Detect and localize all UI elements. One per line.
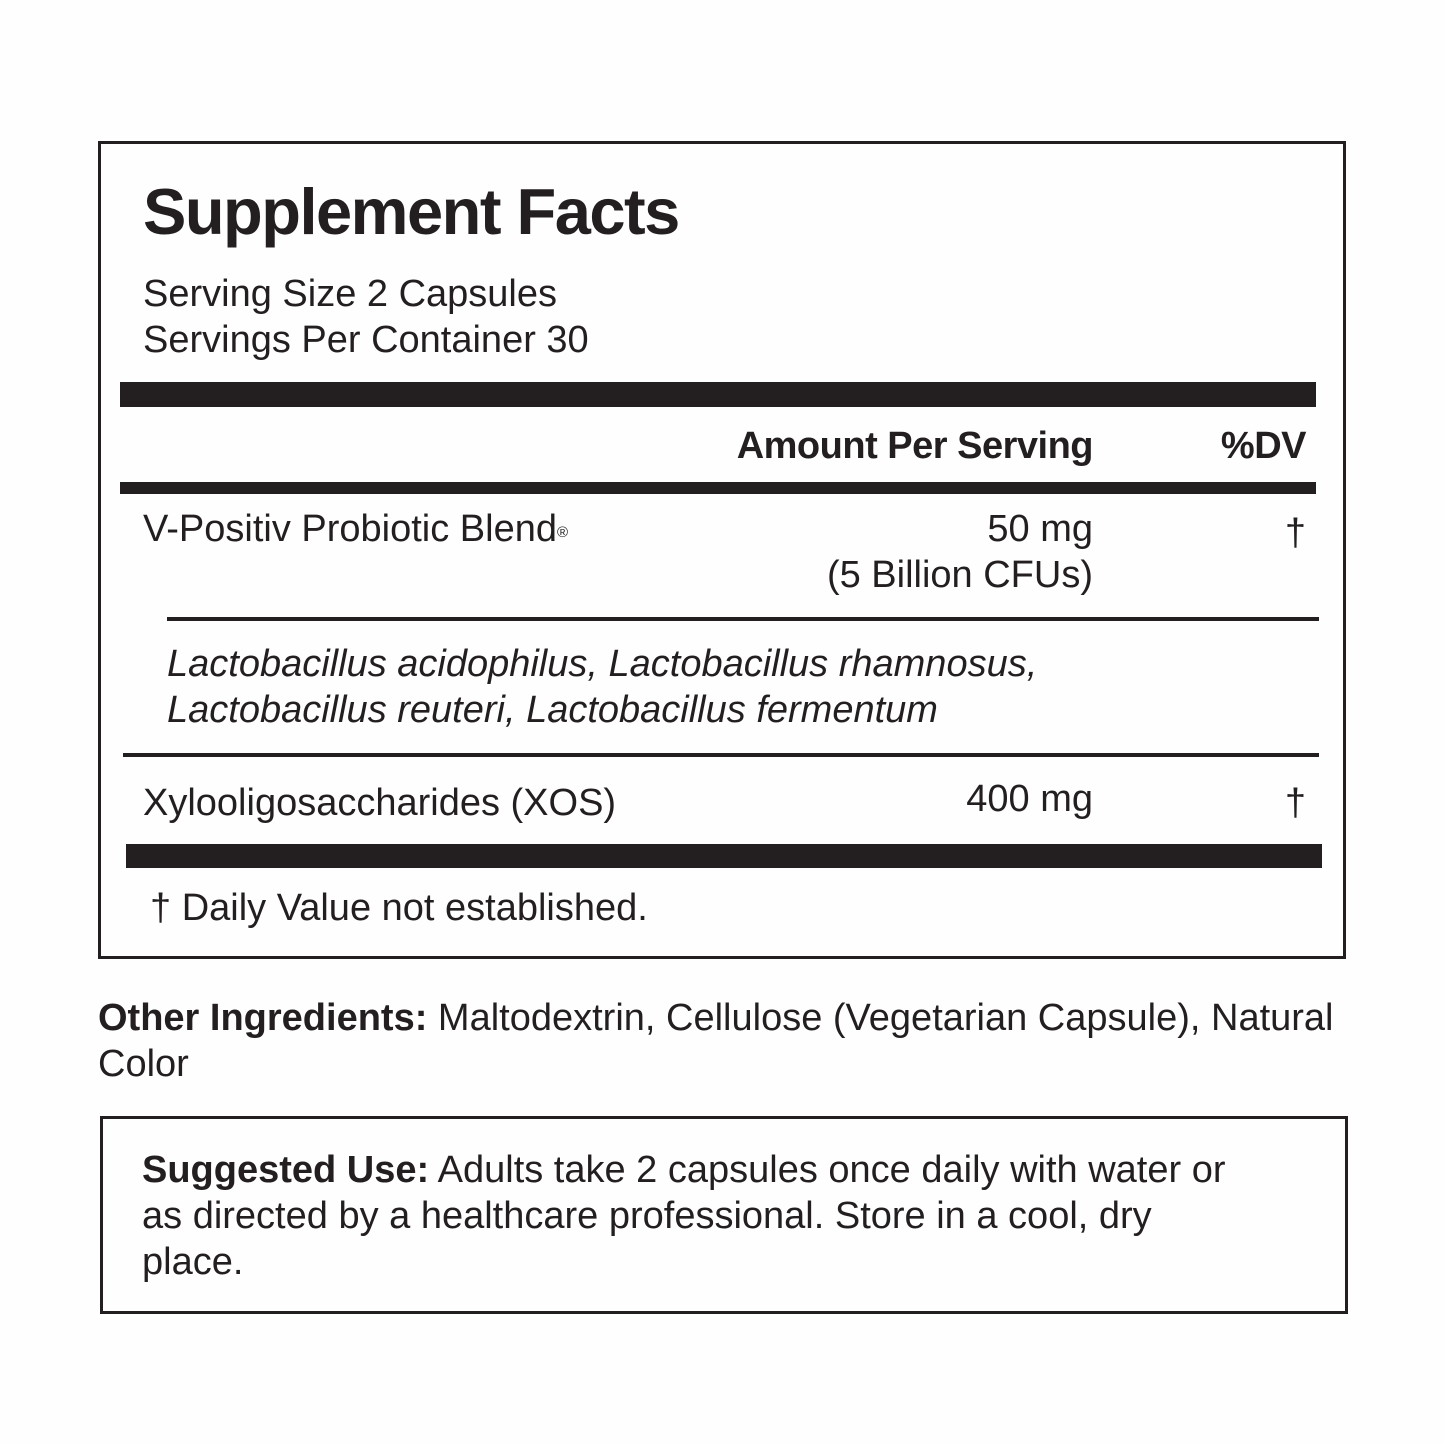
suggested-use-label: Suggested Use: — [142, 1149, 430, 1191]
servings-per-container: Servings Per Container 30 — [143, 319, 589, 361]
dagger-probiotic-blend: † — [1284, 512, 1306, 554]
ingredient-cfu-probiotic-blend: (5 Billion CFUs) — [826, 554, 1093, 596]
suggested-use — [142, 1147, 1262, 1285]
ingredient-name-xos: Xylooligosaccharides (XOS) — [143, 782, 617, 824]
dagger-xos: † — [1284, 782, 1306, 824]
other-ingredients — [98, 995, 1358, 1087]
suggested-use-box — [100, 1116, 1348, 1314]
registered-mark: ® — [556, 524, 569, 541]
ingredient-name-probiotic-blend: V-Positiv Probiotic Blend® — [143, 508, 569, 550]
supplement-facts-panel — [98, 141, 1346, 959]
serving-size: Serving Size 2 Capsules — [143, 273, 557, 315]
probiotic-strains-line-1: Lactobacillus acidophilus, Lactobacillus rhamnosus, — [167, 643, 1038, 685]
thin-divider-1 — [167, 617, 1319, 621]
thick-divider-bottom — [126, 844, 1322, 868]
ingredient-amount-xos: 400 mg — [966, 778, 1093, 820]
probiotic-strains-line-2: Lactobacillus reuteri, Lactobacillus fermentum — [167, 689, 938, 731]
header-amount-per-serving: Amount Per Serving — [736, 425, 1093, 467]
thick-divider-top — [120, 382, 1316, 407]
other-ingredients-text: Maltodextrin, Cellulose (Vegetarian Capsule), Natural Color — [98, 997, 1334, 1085]
suggested-use-text: Adults take 2 capsules once daily with water or as directed by a healthcare professional. Store in a cool, dry place. — [142, 1149, 1226, 1283]
daily-value-footnote: † Daily Value not established. — [150, 887, 648, 929]
header-daily-value: %DV — [1220, 425, 1306, 467]
thin-divider-2 — [123, 753, 1319, 757]
other-ingredients-label: Other Ingredients: — [98, 997, 428, 1039]
ingredient-amount-probiotic-blend: 50 mg — [987, 508, 1093, 550]
header-divider — [120, 482, 1316, 494]
panel-title: Supplement Facts — [143, 175, 679, 248]
